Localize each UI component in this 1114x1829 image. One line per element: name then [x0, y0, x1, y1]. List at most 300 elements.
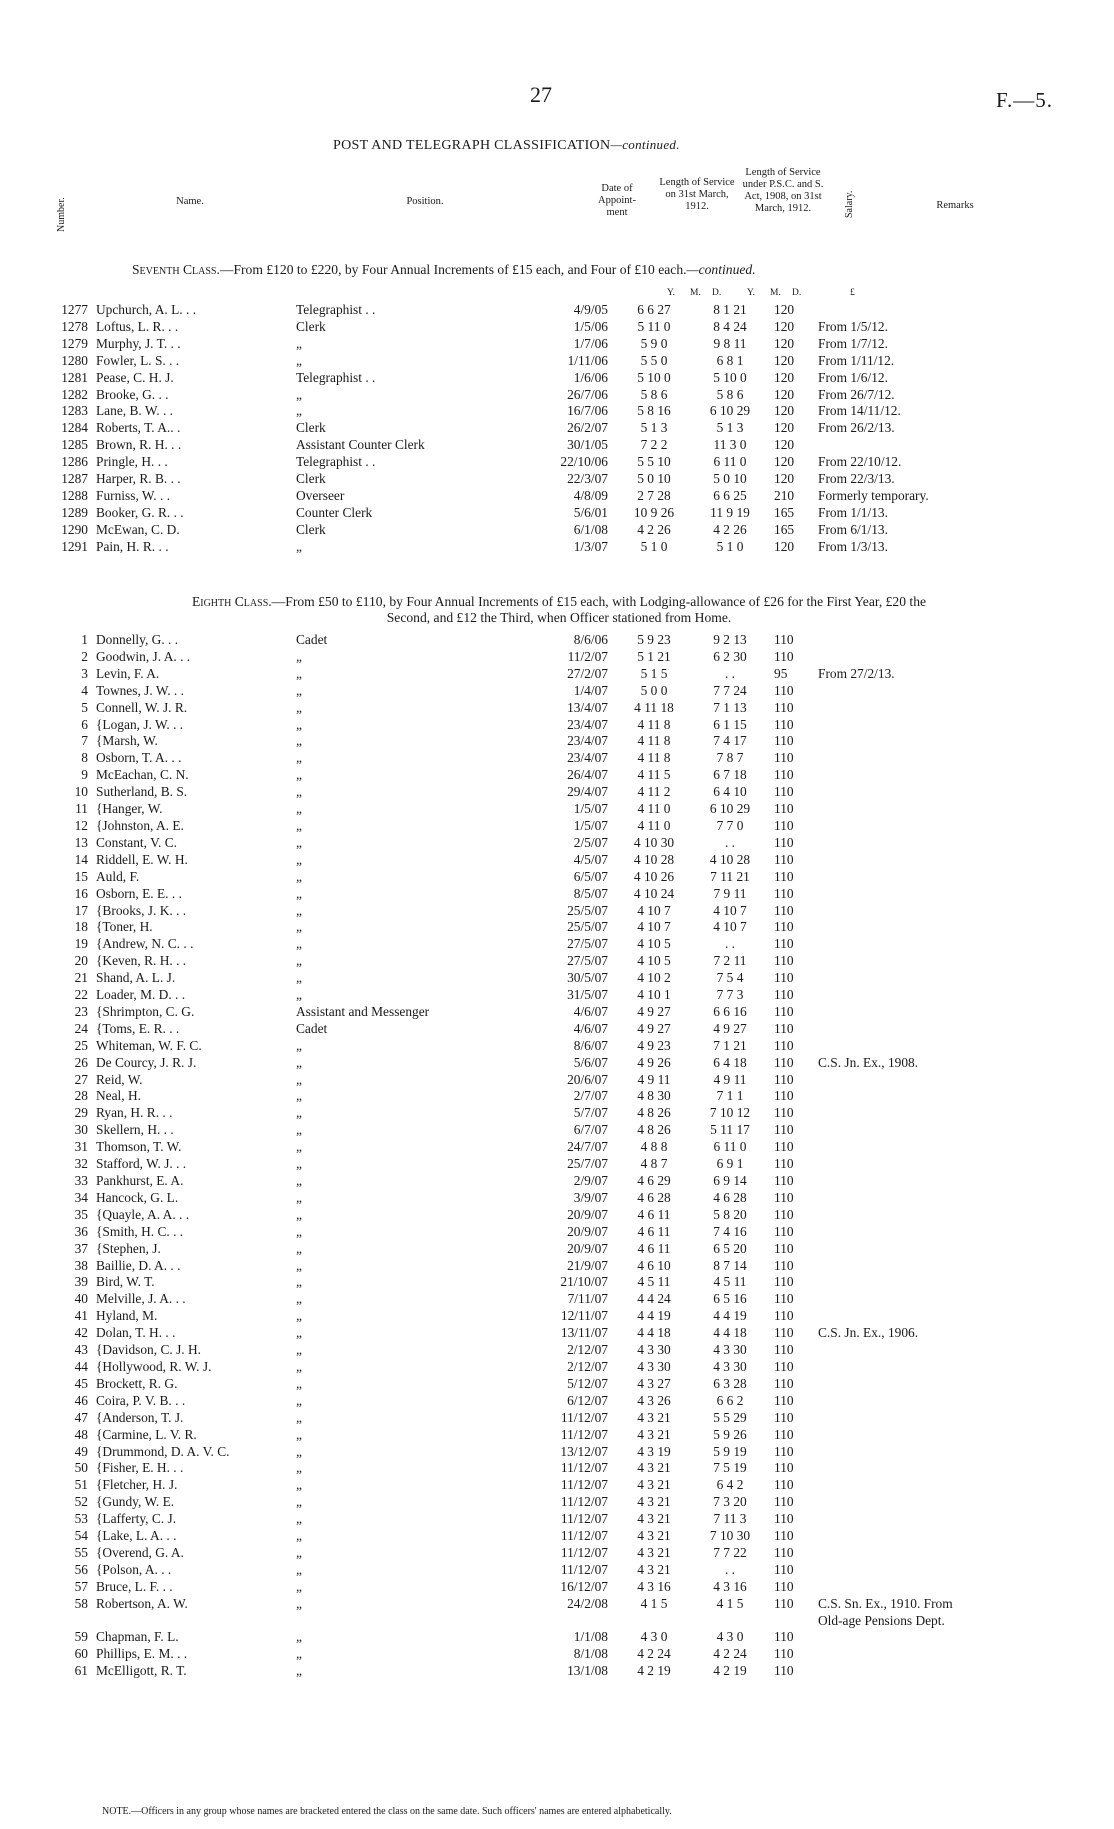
row-length-psc: 6 4 10 — [713, 784, 747, 800]
row-date: 24/2/08 — [567, 1595, 608, 1611]
table-row — [44, 1663, 1008, 1680]
row-remarks — [810, 1173, 1008, 1190]
row-number: 2 — [81, 648, 88, 664]
row-position: „ — [296, 538, 302, 554]
row-position: „ — [296, 1426, 302, 1442]
row-length-psc: 5 10 0 — [713, 369, 747, 385]
row-salary: 110 — [774, 1105, 794, 1121]
row-length-psc: 4 3 16 — [713, 1578, 747, 1594]
row-salary: 120 — [774, 403, 795, 419]
row-salary: 110 — [774, 767, 794, 783]
title-main: POST AND TELEGRAPH CLASSIFICATION — [333, 138, 611, 153]
row-position: Telegraphist . . — [296, 302, 376, 317]
row-length-service: 4 3 27 — [637, 1375, 671, 1391]
table-row — [44, 801, 1008, 818]
table-row — [44, 1410, 1008, 1427]
row-remarks — [810, 1545, 1008, 1562]
unit-years: Y. — [667, 288, 676, 298]
row-length-service: 4 10 5 — [637, 953, 671, 969]
row-salary: 110 — [774, 834, 794, 850]
row-length-psc: 5 1 3 — [716, 420, 744, 436]
row-date: 24/7/07 — [567, 1139, 608, 1155]
row-number: 1290 — [61, 521, 88, 537]
eighth-class-desc-2: Second, and £12 the Third, when Officer stationed from Home. — [386, 610, 732, 626]
row-position: „ — [296, 1358, 302, 1374]
row-name: Coira, P. V. B. . . — [96, 1392, 186, 1408]
row-remarks — [810, 953, 1008, 970]
row-salary: 110 — [774, 1325, 794, 1341]
table-row — [44, 353, 1008, 370]
row-number: 1 — [81, 632, 88, 647]
row-number: 60 — [74, 1646, 88, 1662]
row-position: „ — [296, 1139, 302, 1155]
row-date: 5/6/07 — [573, 1054, 608, 1070]
row-name: Upchurch, A. L. . . — [96, 302, 197, 317]
table-row — [44, 1376, 1008, 1393]
row-length-service: 4 3 21 — [637, 1494, 671, 1510]
row-length-psc: 6 1 15 — [713, 716, 747, 732]
page-title — [333, 137, 680, 154]
row-length-psc: 8 4 24 — [713, 318, 747, 334]
table-row — [44, 1258, 1008, 1275]
row-date: 1/4/07 — [573, 682, 608, 698]
row-length-service: 5 1 21 — [637, 648, 671, 664]
row-length-psc: 6 5 16 — [713, 1291, 747, 1307]
row-length-service: 4 11 8 — [637, 733, 671, 749]
row-name: Pankhurst, E. A. — [96, 1173, 184, 1188]
row-position: „ — [296, 1156, 302, 1172]
row-length-service: 4 3 16 — [637, 1578, 671, 1594]
row-number: 18 — [74, 919, 88, 935]
row-date: 11/12/07 — [560, 1561, 608, 1577]
row-date: 25/5/07 — [567, 902, 608, 918]
row-length-service: 5 1 5 — [640, 665, 668, 681]
table-row — [44, 1072, 1008, 1089]
table-row — [44, 1139, 1008, 1156]
row-date: 16/12/07 — [560, 1578, 608, 1594]
row-date: 2/12/07 — [567, 1358, 608, 1374]
row-name: Thomson, T. W. — [96, 1139, 182, 1155]
row-position: Counter Clerk — [296, 504, 373, 520]
row-number: 47 — [74, 1409, 88, 1425]
row-length-service: 7 2 2 — [640, 437, 668, 453]
row-length-psc: 7 2 11 — [713, 953, 747, 969]
seventh-class-label: Seventh Class. — [132, 262, 220, 277]
row-position: „ — [296, 784, 302, 800]
row-position: „ — [296, 750, 302, 766]
row-number: 1281 — [61, 369, 88, 385]
row-length-psc: 5 9 19 — [713, 1443, 747, 1459]
row-name: Neal, H. — [96, 1088, 141, 1104]
row-date: 11/12/07 — [560, 1460, 608, 1476]
row-remarks: C.S. Jn. Ex., 1908. — [818, 1054, 919, 1070]
row-length-service: 4 4 19 — [637, 1308, 671, 1324]
row-number: 8 — [81, 750, 88, 766]
row-number: 1282 — [61, 386, 88, 402]
row-remarks — [810, 1274, 1008, 1291]
seventh-class-desc: —From £120 to £220, by Four Annual Increments of £15 each, and Four of £10 each. — [219, 262, 687, 277]
row-number: 51 — [74, 1477, 88, 1493]
table-row — [44, 387, 1008, 404]
row-date: 5/7/07 — [573, 1105, 608, 1121]
unit-pound: £ — [850, 288, 855, 298]
row-remarks: From 6/1/13. — [818, 521, 888, 537]
row-length-service: 4 6 11 — [637, 1223, 671, 1239]
row-salary: 110 — [774, 1595, 794, 1611]
row-length-service: 5 10 0 — [637, 369, 671, 385]
unit-months-psc: M. — [770, 288, 781, 298]
row-length-psc: 7 7 24 — [713, 682, 747, 698]
row-salary: 110 — [774, 1578, 794, 1594]
col-header-number: Number. — [56, 197, 67, 232]
row-length-service: 4 6 11 — [637, 1206, 671, 1222]
row-number: 9 — [81, 767, 88, 783]
table-row — [44, 1444, 1008, 1461]
row-number: 55 — [74, 1544, 88, 1560]
row-number: 32 — [74, 1156, 88, 1172]
row-length-psc: 4 4 19 — [713, 1308, 747, 1324]
row-salary: 110 — [774, 1291, 794, 1307]
table-row — [44, 869, 1008, 886]
row-length-service: 4 11 18 — [634, 699, 674, 715]
row-length-psc: 4 1 5 — [716, 1595, 744, 1611]
row-length-psc: 4 5 11 — [713, 1274, 747, 1290]
row-remarks — [810, 767, 1008, 784]
row-length-service: 5 5 0 — [640, 352, 668, 368]
row-position: „ — [296, 386, 302, 402]
row-name: De Courcy, J. R. J. — [96, 1054, 197, 1070]
row-date: 26/7/06 — [567, 386, 608, 402]
row-remarks — [810, 1258, 1008, 1275]
row-remarks — [810, 1528, 1008, 1545]
row-position: „ — [296, 699, 302, 715]
row-remarks — [810, 1427, 1008, 1444]
row-name: {Toner, H. — [96, 919, 153, 935]
row-remarks — [810, 1511, 1008, 1528]
row-length-psc: 7 4 16 — [713, 1223, 747, 1239]
row-position: „ — [296, 919, 302, 935]
row-name: {Johnston, A. E. — [96, 817, 184, 833]
row-remarks — [810, 1021, 1008, 1038]
row-salary: 110 — [774, 1257, 794, 1273]
row-salary: 110 — [774, 987, 794, 1003]
row-remarks — [810, 987, 1008, 1004]
row-length-psc: 5 11 17 — [710, 1122, 750, 1138]
table-row — [44, 1122, 1008, 1139]
row-date: 2/12/07 — [567, 1342, 608, 1358]
row-salary: 110 — [774, 1629, 794, 1645]
row-length-service: 4 8 30 — [637, 1088, 671, 1104]
row-length-service: 4 3 0 — [640, 1629, 668, 1645]
row-salary: 110 — [774, 1443, 794, 1459]
row-salary: 110 — [774, 1342, 794, 1358]
row-length-psc: 6 10 29 — [709, 403, 751, 419]
row-length-psc: 8 1 21 — [713, 302, 747, 317]
row-salary: 110 — [774, 1409, 794, 1425]
row-length-psc: 6 6 2 — [716, 1392, 744, 1408]
row-position: „ — [296, 1629, 302, 1645]
row-name: {Anderson, T. J. — [96, 1409, 184, 1425]
row-number: 15 — [74, 868, 88, 884]
table-row — [44, 936, 1008, 953]
table-row — [44, 835, 1008, 852]
col-header-position: Position. — [406, 196, 444, 207]
row-salary: 110 — [774, 902, 794, 918]
row-position: „ — [296, 1223, 302, 1239]
row-remarks — [810, 1477, 1008, 1494]
table-row — [44, 539, 1008, 556]
row-number: 38 — [74, 1257, 88, 1273]
row-remarks: From 1/1/13. — [818, 504, 888, 520]
row-length-service: 4 10 30 — [633, 834, 675, 850]
row-length-service: 4 3 21 — [637, 1528, 671, 1544]
row-length-service: 4 6 10 — [637, 1257, 671, 1273]
row-length-psc: 4 2 26 — [713, 521, 747, 537]
row-position: „ — [296, 1257, 302, 1273]
row-name: Townes, J. W. . . — [96, 682, 184, 698]
row-name: Riddell, E. W. H. — [96, 851, 188, 867]
row-length-service: 4 8 7 — [640, 1156, 668, 1172]
row-length-service: 4 10 24 — [633, 885, 675, 901]
row-salary: 110 — [774, 1122, 794, 1138]
row-number: 1287 — [61, 471, 88, 487]
row-number: 1286 — [61, 454, 88, 470]
row-position: „ — [296, 1544, 302, 1560]
row-number: 17 — [74, 902, 88, 918]
row-name: {Andrew, N. C. . . — [96, 936, 194, 952]
row-name: Harper, R. B. . . — [96, 471, 181, 487]
row-date: 22/10/06 — [560, 454, 608, 470]
row-remarks — [810, 936, 1008, 953]
row-salary: 110 — [774, 919, 794, 935]
row-length-service: 4 9 23 — [637, 1037, 671, 1053]
row-number: 24 — [74, 1020, 88, 1036]
row-length-service: 4 4 24 — [637, 1291, 671, 1307]
table-row — [44, 420, 1008, 437]
table-row — [44, 319, 1008, 336]
col-header-name: Name. — [176, 196, 204, 207]
row-remarks: C.S. Jn. Ex., 1906. — [818, 1325, 919, 1341]
row-salary — [768, 1613, 810, 1630]
row-remarks — [810, 1224, 1008, 1241]
row-position: „ — [296, 1443, 302, 1459]
row-date: 26/2/07 — [567, 420, 608, 436]
row-length-service: 5 8 6 — [640, 386, 668, 402]
row-name: Furniss, W. . . — [96, 487, 171, 503]
row-length-service: 4 8 8 — [640, 1139, 668, 1155]
row-position: „ — [296, 1460, 302, 1476]
row-salary: 120 — [774, 538, 795, 554]
row-position: „ — [296, 1561, 302, 1577]
row-name: Bird, W. T. — [96, 1274, 155, 1290]
row-salary: 120 — [774, 335, 795, 351]
row-number: 7 — [81, 733, 88, 749]
row-date: 11/12/07 — [560, 1409, 608, 1425]
row-number: 1284 — [61, 420, 88, 436]
row-name: Loader, M. D. . . — [96, 987, 186, 1003]
row-length-service: 5 9 0 — [640, 335, 668, 351]
row-salary: 110 — [774, 1088, 794, 1104]
row-remarks — [810, 1376, 1008, 1393]
row-name: {Brooks, J. K. . . — [96, 902, 187, 918]
row-date: 25/7/07 — [567, 1156, 608, 1172]
row-remarks — [810, 1291, 1008, 1308]
row-position: „ — [296, 1663, 302, 1679]
row-name: {Fisher, E. H. . . — [96, 1460, 184, 1476]
row-length-service: 4 10 1 — [637, 987, 671, 1003]
table-row — [44, 1477, 1008, 1494]
row-date: 20/9/07 — [567, 1223, 608, 1239]
row-number: 1285 — [61, 437, 88, 453]
row-name: {Lake, L. A. . . — [96, 1528, 177, 1544]
row-name: {Stephen, J. — [96, 1240, 161, 1256]
table-row — [44, 1562, 1008, 1579]
row-position: „ — [296, 1105, 302, 1121]
row-length-service: 4 10 7 — [637, 902, 671, 918]
row-position: Clerk — [296, 471, 326, 487]
row-date: 2/9/07 — [573, 1173, 608, 1188]
row-date: 25/5/07 — [567, 919, 608, 935]
row-number: 49 — [74, 1443, 88, 1459]
row-length-service: 4 11 0 — [637, 817, 671, 833]
row-position: „ — [296, 936, 302, 952]
row-name: Bruce, L. F. . . — [96, 1578, 173, 1594]
row-remarks — [810, 835, 1008, 852]
row-number: 44 — [74, 1358, 88, 1374]
row-date: 27/2/07 — [567, 665, 608, 681]
row-date: 2/5/07 — [573, 834, 608, 850]
row-salary: 95 — [774, 665, 788, 681]
row-number: 42 — [74, 1325, 88, 1341]
row-salary: 110 — [774, 1054, 794, 1070]
row-remarks — [810, 1579, 1008, 1596]
table-row — [44, 1460, 1008, 1477]
table-row — [44, 953, 1008, 970]
row-name: {Lafferty, C. J. — [96, 1511, 177, 1527]
row-name: McEwan, C. D. — [96, 521, 180, 537]
row-length-service: 4 9 27 — [637, 1020, 671, 1036]
row-length-psc: 6 3 28 — [713, 1375, 747, 1391]
row-length-service: 4 11 0 — [637, 801, 671, 817]
row-position: „ — [296, 1088, 302, 1104]
row-number: 46 — [74, 1392, 88, 1408]
row-remarks — [810, 970, 1008, 987]
table-row — [44, 767, 1008, 784]
row-remarks — [810, 784, 1008, 801]
row-length-psc: 7 5 19 — [713, 1460, 747, 1476]
row-salary: 110 — [774, 1375, 794, 1391]
row-salary: 120 — [774, 454, 795, 470]
row-length-psc: 7 1 1 — [716, 1088, 744, 1104]
row-date: 13/12/07 — [560, 1443, 608, 1459]
row-number: 27 — [74, 1071, 88, 1087]
row-date: 1/5/06 — [573, 318, 608, 334]
row-remarks — [810, 1105, 1008, 1122]
row-position: „ — [296, 987, 302, 1003]
row-length-service: 5 1 0 — [640, 538, 668, 554]
row-date: 27/5/07 — [567, 953, 608, 969]
row-position: „ — [296, 1409, 302, 1425]
row-name: Loftus, L. R. . . — [96, 318, 179, 334]
row-name: Pain, H. R. . . — [96, 538, 169, 554]
row-name: Auld, F. — [96, 868, 140, 884]
table-row — [44, 1393, 1008, 1410]
row-length-psc: 5 8 20 — [713, 1206, 747, 1222]
row-number: 36 — [74, 1223, 88, 1239]
row-length-psc: 8 7 14 — [713, 1257, 747, 1273]
table-row — [44, 1613, 1008, 1630]
row-salary: 120 — [774, 471, 795, 487]
row-date: 4/6/07 — [573, 1020, 608, 1036]
row-position: „ — [296, 1037, 302, 1053]
row-length-psc: 6 9 1 — [716, 1156, 744, 1172]
row-length-service: 4 5 11 — [637, 1274, 671, 1290]
row-date: 7/11/07 — [567, 1291, 608, 1307]
row-salary: 120 — [774, 369, 795, 385]
row-length-service: 4 3 21 — [637, 1426, 671, 1442]
row-length-service: 4 10 2 — [637, 970, 671, 986]
row-length-psc: 4 6 28 — [713, 1189, 747, 1205]
row-position: „ — [296, 1595, 302, 1611]
table-row — [44, 1004, 1008, 1021]
table-row — [44, 733, 1008, 750]
row-length-service: 4 3 21 — [637, 1460, 671, 1476]
row-position: „ — [296, 1375, 302, 1391]
row-salary: 110 — [774, 970, 794, 986]
row-date: 3/9/07 — [573, 1189, 608, 1205]
row-length-psc: 6 5 20 — [713, 1240, 747, 1256]
row-remarks — [810, 700, 1008, 717]
row-length-psc: 9 8 11 — [713, 335, 747, 351]
row-remarks — [810, 869, 1008, 886]
row-length-service: 4 2 26 — [637, 521, 671, 537]
row-name: {Overend, G. A. — [96, 1544, 184, 1560]
row-name: {Smith, H. C. . . — [96, 1223, 184, 1239]
table-row — [44, 1342, 1008, 1359]
row-position: „ — [296, 716, 302, 732]
seventh-class-continued: —continued. — [686, 262, 756, 277]
row-length-psc: 5 5 29 — [713, 1409, 747, 1425]
row-number: 34 — [74, 1189, 88, 1205]
row-length-psc: 4 4 18 — [713, 1325, 747, 1341]
row-length-psc: 4 3 30 — [713, 1358, 747, 1374]
row-position: Overseer — [296, 487, 345, 503]
row-salary: 110 — [774, 936, 794, 952]
row-length-psc: 11 9 19 — [710, 504, 750, 520]
table-row — [44, 488, 1008, 505]
row-number: 1288 — [61, 487, 88, 503]
row-remarks — [810, 750, 1008, 767]
row-remarks: C.S. Sn. Ex., 1910. From — [818, 1595, 953, 1611]
row-name: Brooke, G. . . — [96, 386, 169, 402]
row-date: 13/11/07 — [560, 1325, 608, 1341]
row-name: Robertson, A. W. — [96, 1595, 188, 1611]
row-length-psc: 6 8 1 — [716, 352, 744, 368]
unit-months: M. — [690, 288, 701, 298]
row-salary: 110 — [774, 801, 794, 817]
row-length-service: 4 3 21 — [637, 1511, 671, 1527]
row-length-psc: 5 0 10 — [713, 471, 747, 487]
row-date: 11/12/07 — [560, 1544, 608, 1560]
row-length-service: 4 6 11 — [637, 1240, 671, 1256]
row-length-service: 6 6 27 — [637, 302, 671, 317]
row-position: „ — [296, 1646, 302, 1662]
row-salary: 110 — [774, 1240, 794, 1256]
row-length-service: 5 11 0 — [637, 318, 671, 334]
table-row — [44, 1528, 1008, 1545]
row-name: Brown, R. H. . . — [96, 437, 182, 453]
row-length-service: 5 8 16 — [637, 403, 671, 419]
